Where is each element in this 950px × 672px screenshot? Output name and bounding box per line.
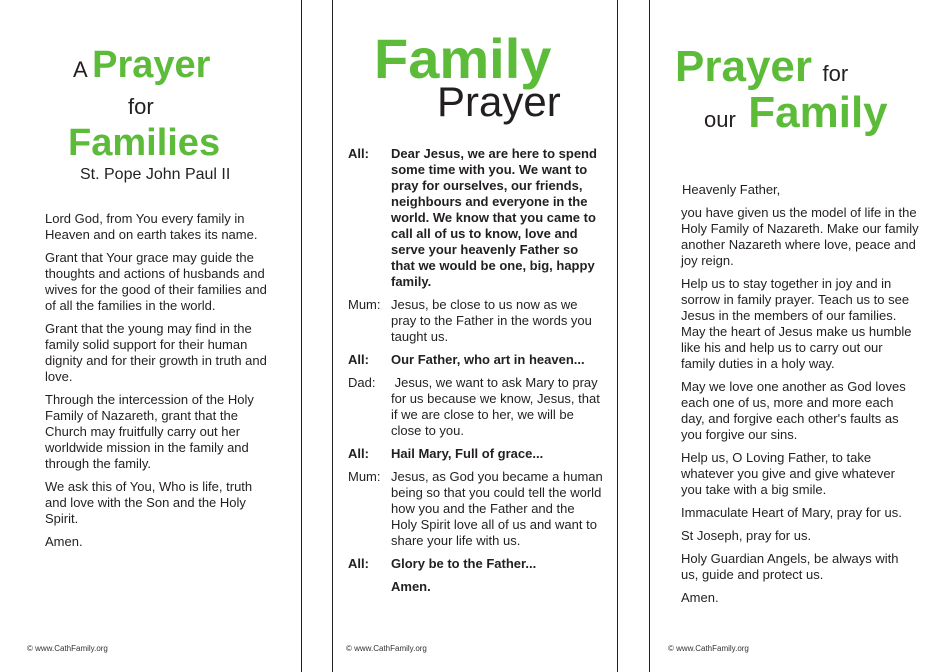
title-family: Family <box>374 27 552 90</box>
copyright-footer: © www.CathFamily.org <box>27 644 108 653</box>
title-prayer: Prayer <box>675 42 813 91</box>
title-a: A <box>73 57 88 82</box>
paragraph: Lord God, from You every family in Heaven and on earth takes its name. <box>45 211 258 242</box>
line-amen <box>348 579 603 595</box>
line-mum <box>348 469 603 549</box>
speaker: All: <box>348 352 369 367</box>
fold-line <box>649 0 650 672</box>
paragraph: May we love one another as God loves each one of us, more and more each day, and forgive each other's faults as you forgive our sins. <box>681 379 906 442</box>
speaker: All: <box>348 446 369 461</box>
responsory <box>348 146 603 602</box>
copyright-footer: © www.CathFamily.org <box>668 644 749 653</box>
title-family: Family <box>748 88 888 137</box>
title-families: Families <box>68 122 221 164</box>
paragraph: St Joseph, pray for us. <box>681 528 812 543</box>
line-text: Jesus, be close to us now as we pray to the Father in the words you taught us. <box>391 297 592 344</box>
paragraph: Holy Guardian Angels, be always with us, guide and protect us. <box>681 551 899 582</box>
line-mum <box>348 297 603 345</box>
title-our: our <box>704 107 736 132</box>
line-text: Our Father, who art in heaven... <box>391 352 585 367</box>
speaker: Dad: <box>348 375 376 390</box>
speaker: All: <box>348 556 369 571</box>
line-text: Hail Mary, Full of grace... <box>391 446 544 461</box>
paragraph: Grant that the young may find in the family solid support for their human dignity and for their growth in truth and love. <box>45 321 267 384</box>
paragraph: We ask this of You, Who is life, truth and love with the Son and the Holy Spirit. <box>45 479 253 526</box>
title-line-2 <box>704 88 888 138</box>
line-all <box>348 352 603 368</box>
line-text: Jesus, we want to ask Mary to pray for us because we know, Jesus, that if we are close to her, we will be close to you. <box>391 375 604 438</box>
greeting: Heavenly Father, <box>682 182 781 197</box>
paragraph: Immaculate Heart of Mary, pray for us. <box>681 505 902 520</box>
speaker: Mum: <box>348 469 381 484</box>
line-dad <box>348 375 603 439</box>
title-for: for <box>128 94 154 119</box>
speaker: Mum: <box>348 297 381 312</box>
title-for: for <box>822 61 849 86</box>
line-all <box>348 446 603 462</box>
title-prayer: Prayer <box>92 44 211 86</box>
title-line-1 <box>73 44 210 87</box>
prayer-text <box>681 205 919 613</box>
author: St. Pope John Paul II <box>80 166 231 183</box>
copyright-footer: © www.CathFamily.org <box>346 644 427 653</box>
paragraph: Through the intercession of the Holy Family of Nazareth, grant that the Church may fruitfully carry out her worldwide mission in the family and through the family. <box>45 392 254 471</box>
paragraph: Help us to stay together in joy and in sorrow in family prayer. Teach us to see Jesus in the members of our families. May the heart of Jesus make us humble like his and help us to carry out our family duties in a holy way. <box>681 276 912 371</box>
line-text: Dear Jesus, we are here to spend some time with you. We want to pray for ourselves, our friends, neighbours and everyone in the world. We know that you came to call all of us to know, love and serve your heavenly Father so that we would be one, big, happy family. <box>391 146 597 289</box>
fold-line <box>301 0 302 672</box>
line-all <box>348 146 603 290</box>
fold-line <box>332 0 333 672</box>
fold-line <box>617 0 618 672</box>
speaker <box>348 579 391 595</box>
line-text: Jesus, as God you became a human being so that you could tell the world how you and the Father and the Holy Spirit love all of us and want to share your life with us. <box>391 469 603 548</box>
paragraph: Grant that Your grace may guide the thoughts and actions of husbands and wives for the good of their families and of all the families in the world. <box>45 250 267 313</box>
prayer-text <box>45 211 273 557</box>
paragraph: you have given us the model of life in the Holy Family of Nazareth. Make our family another Nazareth where love, peace and joy reign. <box>681 205 919 268</box>
paragraph: Amen. <box>681 590 719 605</box>
line-all <box>348 556 603 572</box>
paragraph: Amen. <box>45 534 83 549</box>
line-text: Amen. <box>391 579 431 594</box>
line-text: Glory be to the Father... <box>391 556 537 571</box>
paragraph: Help us, O Loving Father, to take whatever you give and give whatever you take with a big smile. <box>681 450 895 497</box>
speaker: All: <box>348 146 369 161</box>
title-prayer: Prayer <box>437 78 561 125</box>
title-line-1 <box>675 42 848 92</box>
